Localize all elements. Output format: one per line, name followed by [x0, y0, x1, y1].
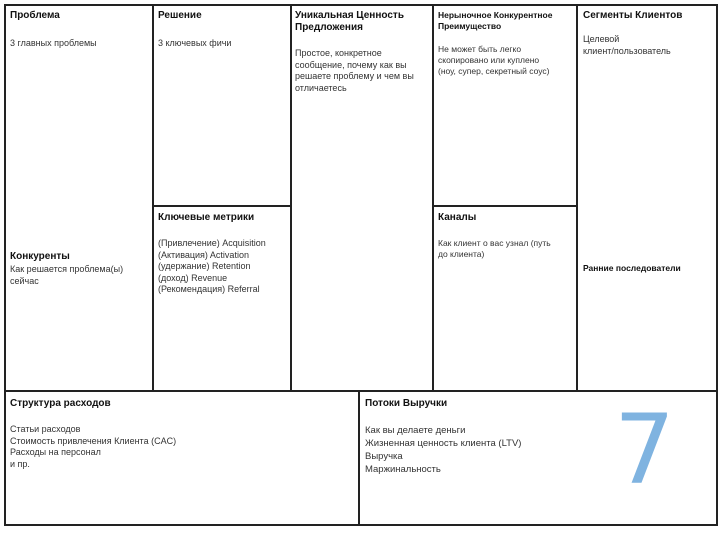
channels-title: Каналы — [438, 212, 477, 223]
revenue-streams-text: Как вы делаете деньги Жизненная ценность клиента (LTV) Выручка Маржинальность — [365, 425, 522, 475]
early-adopters-title: Ранние последователи — [583, 263, 681, 273]
key-metrics-title: Ключевые метрики — [158, 212, 255, 223]
alternatives-title: Конкуренты — [10, 251, 70, 262]
solution-cell — [152, 4, 292, 207]
unfair-advantage-cell — [432, 4, 578, 207]
segments-cell — [576, 4, 718, 392]
segments-title: Сегменты Клиентов — [583, 10, 683, 21]
segments-text: Целевой клиент/пользователь — [583, 34, 671, 56]
uvp-title: Уникальная Ценность Предложения — [295, 10, 404, 33]
solution-text: 3 ключевых фичи — [158, 38, 232, 48]
key-metrics-cell — [152, 205, 292, 392]
channels-text: Как клиент о вас узнал (путь до клиента) — [438, 238, 551, 259]
problem-cell — [4, 4, 154, 392]
revenue-streams-title: Потоки Выручки — [365, 398, 448, 409]
solution-title: Решение — [158, 10, 202, 21]
cost-structure-text: Статьи расходов Стоимость привлечения Клиента (CAC) Расходы на персонал и пр. — [10, 424, 177, 469]
channels-cell — [432, 205, 578, 392]
uvp-text: Простое, конкретное сообщение, почему как вы решаете проблему и чем вы отличаетесь — [295, 48, 414, 93]
slide-number: 7 — [614, 394, 676, 506]
unfair-advantage-text: Не может быть легко скопировано или куплено (ноу, супер, секретный соус) — [438, 44, 550, 76]
alternatives-text: Как решается проблема(ы) сейчас — [10, 264, 124, 286]
problem-title: Проблема — [10, 10, 60, 21]
cost-structure-title: Структура расходов — [10, 398, 111, 409]
key-metrics-text: (Привлечение) Acquisition (Активация) Activation (удержание) Retention (доход) Revenue (Рекомендация) Referral — [158, 238, 266, 294]
unfair-advantage-title: Нерыночное Конкурентное Преимущество — [438, 10, 553, 31]
problem-text: 3 главных проблемы — [10, 38, 97, 48]
